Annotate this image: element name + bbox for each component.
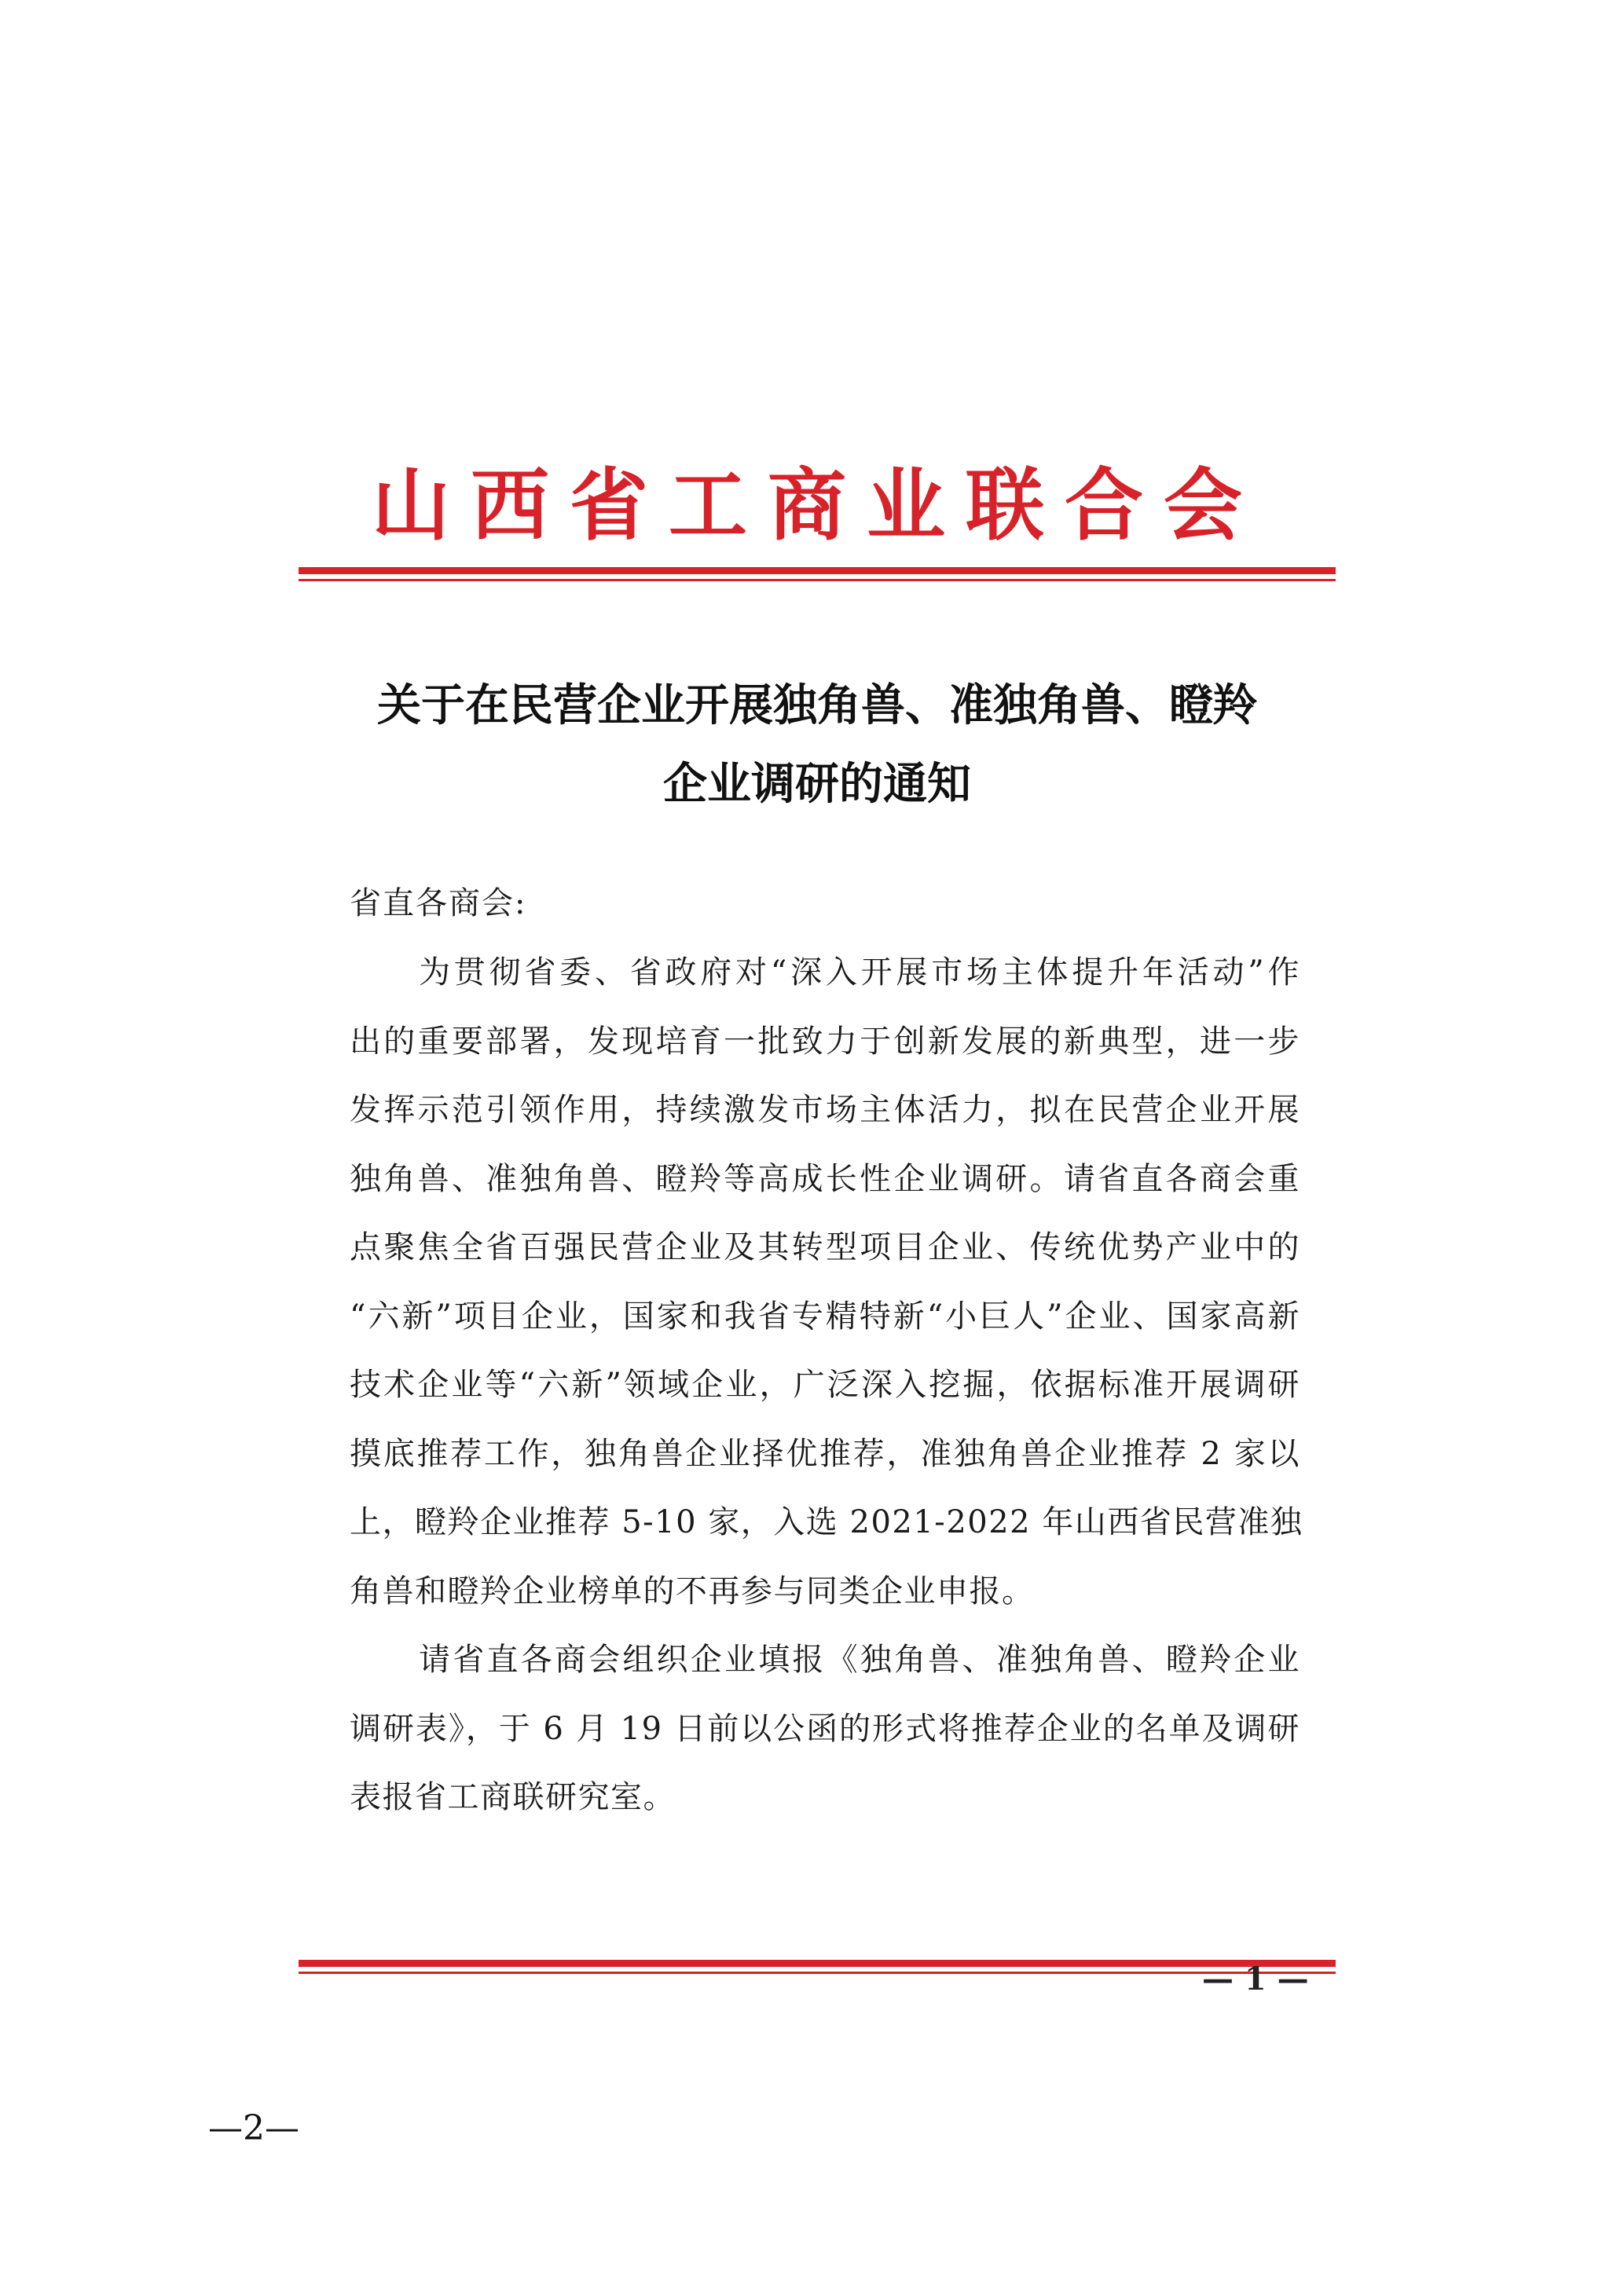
paragraph-line: 出的重要部署，发现培育一批致力于创新发展的新典型，进一步 xyxy=(350,1023,1300,1060)
document-title-line-1: 关于在民营企业开展独角兽、准独角兽、瞪羚 xyxy=(377,679,1257,731)
divider-thin-line xyxy=(299,579,1336,581)
divider-thick-line xyxy=(299,567,1336,574)
inner-page-number: — 1 — xyxy=(1202,1961,1309,1998)
paragraph-line: 独角兽、准独角兽、瞪羚等高成长性企业调研。请省直各商会重 xyxy=(350,1160,1300,1197)
document-title xyxy=(299,666,1336,823)
footer-divider xyxy=(299,1960,1336,1974)
paragraph-line: 请省直各商会组织企业填报《独角兽、准独角兽、瞪羚企业 xyxy=(419,1642,1300,1678)
paragraph-line: 发挥示范引领作用，持续激发市场主体活力，拟在民营企业开展 xyxy=(350,1092,1300,1128)
paragraph-line: 表报省工商联研究室。 xyxy=(350,1779,676,1815)
paragraph-line: 为贯彻省委、省政府对“深入开展市场主体提升年活动”作 xyxy=(419,954,1300,991)
paragraph-line: 摸底推荐工作，独角兽企业择优推荐，准独角兽企业推荐 2 家以 xyxy=(350,1435,1300,1472)
paragraph-line: 点聚焦全省百强民营企业及其转型项目企业、传统优势产业中的 xyxy=(350,1229,1300,1265)
letterhead-divider xyxy=(299,567,1336,581)
divider-thick-line xyxy=(299,1960,1336,1967)
letterhead-org-name: 山西省工商业联合会 xyxy=(372,459,1263,551)
outer-page-number: —2— xyxy=(208,2108,299,2148)
paragraph-line: 上，瞪羚企业推荐 5-10 家，入选 2021-2022 年山西省民营准独 xyxy=(350,1504,1303,1540)
document-title-line-2: 企业调研的通知 xyxy=(663,758,971,810)
divider-thin-line xyxy=(299,1972,1336,1974)
paragraph-line: “六新”项目企业，国家和我省专精特新“小巨人”企业、国家高新 xyxy=(350,1298,1300,1335)
paragraph-line: 调研表》，于 6 月 19 日前以公函的形式将推荐企业的名单及调研 xyxy=(350,1710,1300,1747)
body-paragraph-2 xyxy=(350,1626,1300,1833)
paragraph-line: 技术企业等“六新”领域企业，广泛深入挖掘，依据标准开展调研 xyxy=(350,1367,1300,1403)
paragraph-line: 角兽和瞪羚企业榜单的不再参与同类企业申报。 xyxy=(350,1573,1035,1609)
body-paragraph-1 xyxy=(350,939,1303,1626)
salutation: 省直各商会: xyxy=(350,885,527,921)
